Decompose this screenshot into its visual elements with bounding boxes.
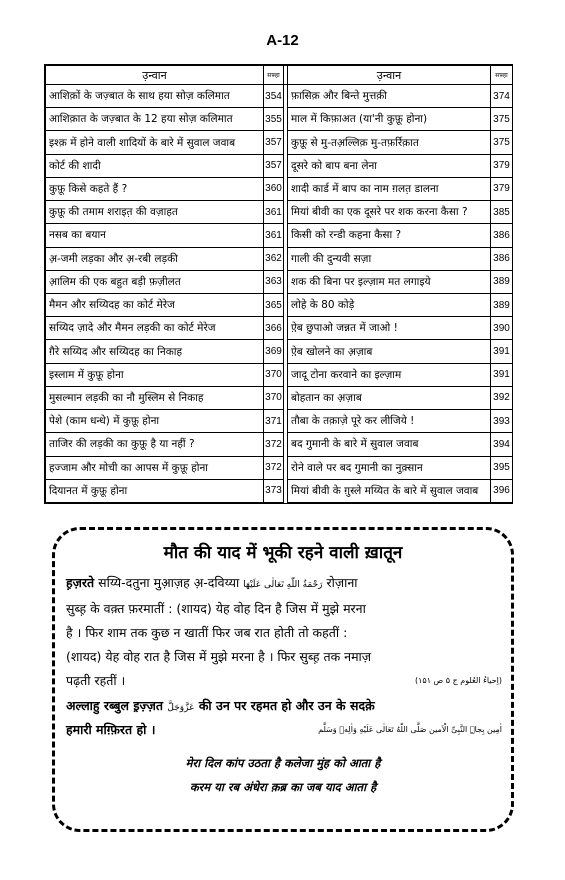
story-paragraph: ह़ज़रते सय्यि-दतुना मुआ़ज़ह अ़-दविय्या رَحْمَةُ اللّٰهِ تَعَالٰی عَلَیْهَا रोज़ाना सुब्ह़ के वक़्त फ़रमातीं : (शायद) येह वोह दिन है जिस में मुझे मरना है । फिर शाम तक कुछ न खातीं फिर जब रात होती तो कहतीं : (शायद) येह वोह रात है जिस में मुझे मरना है । फिर सुब्ह़ तक नमाज़ पढ़ती रहतीं । (اِحیاءُ العُلوم ج ۵ ص ۱۵۱) bbox=[66, 571, 502, 693]
toc-row bbox=[46, 270, 513, 293]
toc-header-left: उ़न्वान bbox=[46, 66, 264, 85]
toc-page-header-right: सफ़्हा bbox=[491, 66, 513, 85]
toc-title-left: दियानत में कुफ़ू होना bbox=[46, 479, 264, 502]
toc-page-right: 379 bbox=[491, 154, 513, 177]
toc-page-left: 362 bbox=[264, 247, 284, 270]
toc-page-left: 361 bbox=[264, 224, 284, 247]
toc-row bbox=[46, 85, 513, 108]
toc-page-right: 375 bbox=[491, 131, 513, 154]
toc-title-left: पेशे (काम धन्धे) में कुफ़ू होना bbox=[46, 410, 264, 433]
toc-title-right: रोने वाले पर बद गुमानी का नुक़्सान bbox=[288, 456, 491, 479]
toc-title-left: मुसल्मान लड़की का नौ मुस्लिम से निकाह bbox=[46, 386, 264, 409]
toc-page-left: 357 bbox=[264, 131, 284, 154]
toc-title-right: कुफ़ू से मु-तअ़ल्लिक़ मु-तफ़र्रिक़ात bbox=[288, 131, 491, 154]
toc-title-left: कोर्ट की शादी bbox=[46, 154, 264, 177]
toc-title-left: कुफ़ू किसे कहते हैं ? bbox=[46, 177, 264, 200]
toc-title-left: ग़ैरे सय्यिद और सय्यिदह का निकाह bbox=[46, 340, 264, 363]
toc-title-right: ऐ़ब खोलने का अ़ज़ाब bbox=[288, 340, 491, 363]
toc-page-right: 389 bbox=[491, 293, 513, 316]
toc-page-header-left: सफ़्हा bbox=[264, 66, 284, 85]
toc-page-left: 365 bbox=[264, 293, 284, 316]
toc-row bbox=[46, 177, 513, 200]
toc-title-right: गाली की दुन्यवी सज़ा bbox=[288, 247, 491, 270]
toc-page-left: 357 bbox=[264, 154, 284, 177]
toc-title-left: आशिक़ात के जज़्बात के 12 हया सोज़ कलिमात bbox=[46, 108, 264, 131]
toc-page-right: 396 bbox=[491, 479, 513, 502]
toc-page-right: 395 bbox=[491, 456, 513, 479]
toc-row bbox=[46, 433, 513, 456]
toc-page-right: 374 bbox=[491, 85, 513, 108]
verse-line-2: करम या रब अंधेरा क़ब्र का जब याद आता है bbox=[189, 780, 377, 794]
toc-page-left: 354 bbox=[264, 85, 284, 108]
toc-row bbox=[46, 224, 513, 247]
toc-title-right: माल में किफ़ाअत (या'नी कुफ़ू होना) bbox=[288, 108, 491, 131]
toc-title-left: हज्जाम और मोची का आपस में कुफ़ू होना bbox=[46, 456, 264, 479]
toc-title-right: बद गुमानी के बारे में सुवाल जवाब bbox=[288, 433, 491, 456]
toc-title-left: सय्यिद ज़ादे और मैमन लड़की का कोर्ट मेरेज bbox=[46, 317, 264, 340]
toc-title-right: फ़ासिक़ और बिन्ते मुत्तक़ी bbox=[288, 85, 491, 108]
toc-row bbox=[46, 363, 513, 386]
toc-title-left: इश्क़ में होने वाली शादियों के बारे में सुवाल जवाब bbox=[46, 131, 264, 154]
toc-page-left: 370 bbox=[264, 363, 284, 386]
toc-page-left: 371 bbox=[264, 410, 284, 433]
toc-page-left: 373 bbox=[264, 479, 284, 502]
toc-title-right: तौबा के तक़ाज़े पूरे कर लीजिये ! bbox=[288, 410, 491, 433]
toc-row bbox=[46, 386, 513, 409]
toc-row bbox=[46, 340, 513, 363]
toc-page-right: 390 bbox=[491, 317, 513, 340]
toc-page-left: 372 bbox=[264, 456, 284, 479]
toc-title-left: आशिक़ों के जज़्बात के साथ हया सोज़ कलिमात bbox=[46, 85, 264, 108]
table-of-contents bbox=[44, 64, 513, 504]
toc-title-right: मियां बीवी के ग़ुस्ले मय्यित के बारे में सुवाल जवाब bbox=[288, 479, 491, 502]
page-number: A-12 bbox=[266, 32, 299, 49]
toc-title-left: इस्लाम में कुफ़ू होना bbox=[46, 363, 264, 386]
toc-row bbox=[46, 154, 513, 177]
toc-page-left: 355 bbox=[264, 108, 284, 131]
toc-title-left: आ़लिम की एक बहुत बड़ी फ़ज़ीलत bbox=[46, 270, 264, 293]
toc-title-right: जादू टोना करवाने का इल्ज़ाम bbox=[288, 363, 491, 386]
verse-line-1: मेरा दिल कांप उठता है कलेजा मुंह को आता है bbox=[185, 756, 381, 770]
toc-title-right: बोहतान का अ़ज़ाब bbox=[288, 386, 491, 409]
story-title: मौत की याद में भूकी रहने वाली ख़ातून bbox=[163, 543, 403, 563]
toc-page-right: 386 bbox=[491, 247, 513, 270]
toc-title-right: शक की बिना पर इल्ज़ाम मत लगाइये bbox=[288, 270, 491, 293]
toc-row bbox=[46, 131, 513, 154]
toc-row bbox=[46, 479, 513, 502]
toc-row bbox=[46, 456, 513, 479]
toc-title-right: किसी को रन्डी कहना कैसा ? bbox=[288, 224, 491, 247]
toc-title-left: अ़-जमी लड़का और अ़-रबी लड़की bbox=[46, 247, 264, 270]
reference: (اِحیاءُ العُلوم ج ۵ ص ۱۵۱) bbox=[414, 676, 502, 685]
toc-page-left: 370 bbox=[264, 386, 284, 409]
toc-title-right: ऐ़ब छुपाओ जन्नत में जाओ ! bbox=[288, 317, 491, 340]
toc-page-right: 392 bbox=[491, 386, 513, 409]
toc-row bbox=[46, 293, 513, 316]
toc-page-right: 393 bbox=[491, 410, 513, 433]
toc-row bbox=[46, 317, 513, 340]
toc-title-left: ताजिर की लड़की का कुफ़ू है या नहीं ? bbox=[46, 433, 264, 456]
toc-title-right: शादी कार्ड में बाप का नाम ग़लत़ डालना bbox=[288, 177, 491, 200]
toc-title-right: लोहे के 80 कोड़े bbox=[288, 293, 491, 316]
toc-page-left: 361 bbox=[264, 201, 284, 224]
toc-row bbox=[46, 108, 513, 131]
toc-title-left: कुफ़ू की तमाम शराइत़ की वज़ाहत bbox=[46, 201, 264, 224]
toc-title-right: मियां बीवी का एक दूसरे पर शक करना कैसा ? bbox=[288, 201, 491, 224]
toc-page-left: 363 bbox=[264, 270, 284, 293]
toc-page-right: 391 bbox=[491, 363, 513, 386]
toc-page-left: 360 bbox=[264, 177, 284, 200]
toc-page-left: 372 bbox=[264, 433, 284, 456]
toc-page-right: 394 bbox=[491, 433, 513, 456]
toc-page-left: 369 bbox=[264, 340, 284, 363]
toc-row bbox=[46, 247, 513, 270]
toc-page-right: 385 bbox=[491, 201, 513, 224]
toc-title-left: मैमन और सय्यिदह का कोर्ट मेरेज bbox=[46, 293, 264, 316]
toc-page-left: 366 bbox=[264, 317, 284, 340]
toc-title-left: नसब का बयान bbox=[46, 224, 264, 247]
prayer-paragraph: अल्लाहु रब्बुल इ़ज़्ज़त عَزَّوَجَلَّ की उन पर रहमत हो और उन के सदक़े हमारी मग़्फ़िरत हो । اٰمِین بِجاہِ النَّبِیِّ الْاَمین صَلَّی اللّٰهُ تَعَالٰی عَلَیْهِ وَاٰلِهٖ وَسَلَّم bbox=[66, 698, 502, 737]
toc-row bbox=[46, 201, 513, 224]
toc-page-right: 391 bbox=[491, 340, 513, 363]
toc-page-right: 389 bbox=[491, 270, 513, 293]
toc-page-right: 375 bbox=[491, 108, 513, 131]
toc-header-right: उ़न्वान bbox=[288, 66, 491, 85]
toc-page-right: 386 bbox=[491, 224, 513, 247]
toc-title-right: दूसरे को बाप बना लेना bbox=[288, 154, 491, 177]
toc-row bbox=[46, 410, 513, 433]
toc-page-right: 379 bbox=[491, 177, 513, 200]
